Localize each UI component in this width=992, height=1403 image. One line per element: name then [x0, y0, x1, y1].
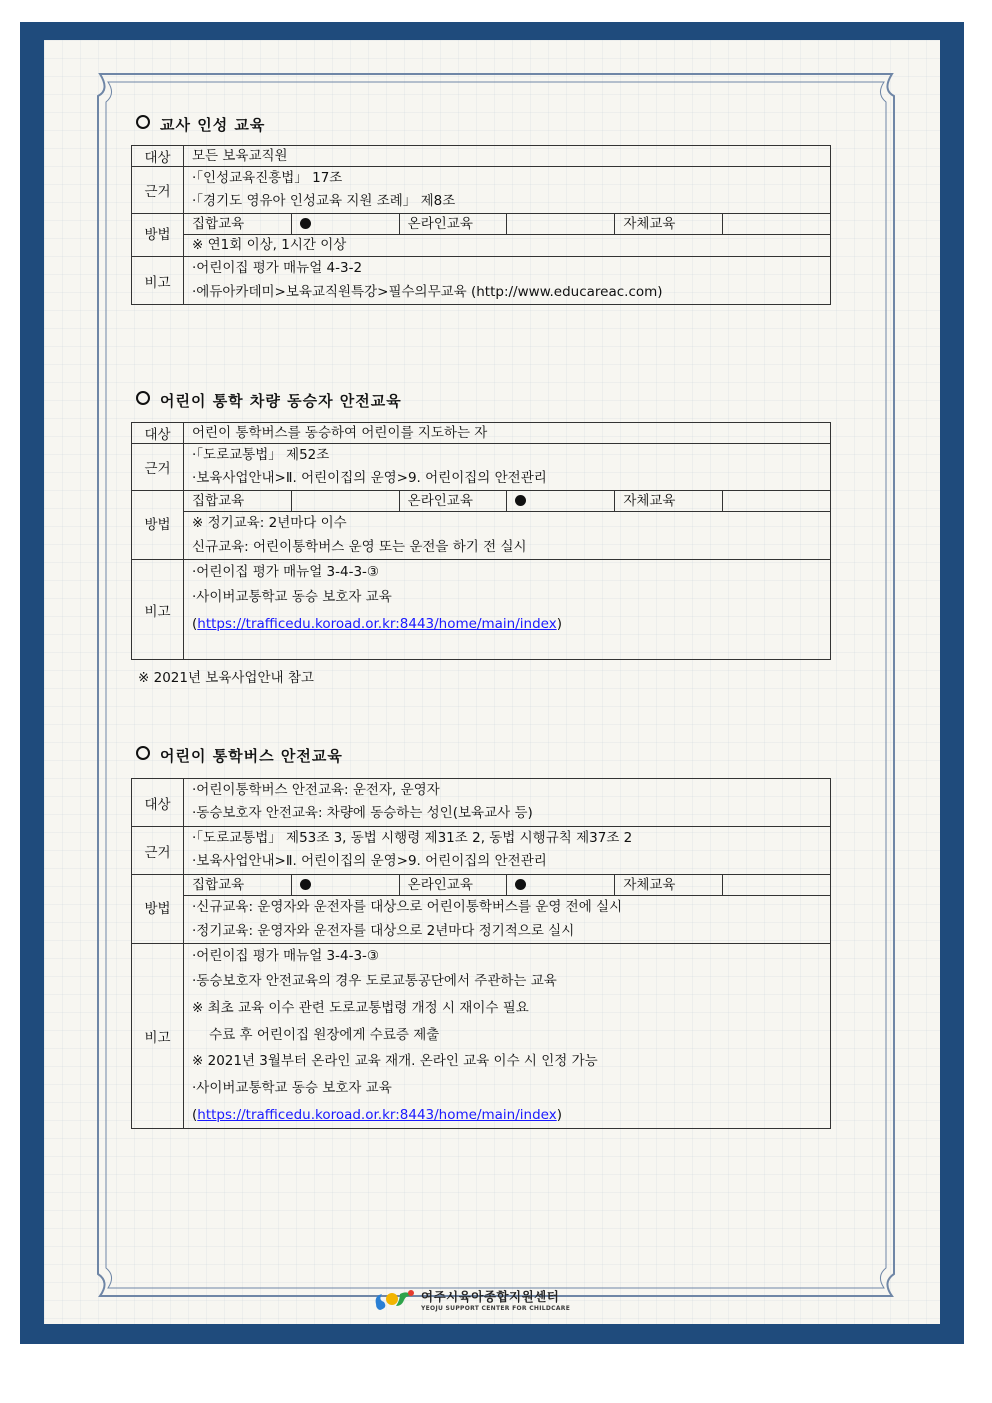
table-row [132, 512, 831, 560]
remark-line: ·어린이집 평가 매뉴얼 4-3-2 [192, 260, 363, 276]
basis-line: ·「경기도 영유아 인성교육 지원 조례」 제8조 [192, 193, 456, 209]
row-header-method: 방법 [132, 491, 184, 560]
target-cell [184, 423, 831, 444]
basis-line: ·「도로교통법」 제52조 [192, 447, 330, 463]
table-row [132, 146, 831, 167]
method-line: ※ 연1회 이상, 1시간 이상 [192, 237, 347, 253]
target-line: 모든 보육교직원 [192, 148, 288, 164]
reference-note: ※ 2021년 보육사업안내 참고 [138, 670, 314, 686]
row-header-remark: 비고 [132, 257, 184, 305]
row-header-basis: 근거 [132, 827, 184, 875]
filled-circle-icon [515, 495, 526, 506]
remark-cell [184, 944, 831, 1129]
row-header-basis: 근거 [132, 167, 184, 214]
remark-link-line [192, 611, 830, 638]
circle-bullet-icon [136, 746, 150, 760]
table-row [132, 875, 831, 896]
basis-line: ·보육사업안내>Ⅱ. 어린이집의 운영>9. 어린이집의 안전관리 [192, 853, 547, 869]
table-row [132, 944, 831, 1129]
section-title-text: 어린이 통학 차량 동승자 안전교육 [160, 392, 402, 410]
target-line: ·어린이통학버스 안전교육: 운전자, 운영자 [192, 782, 440, 798]
option-mark-cell [723, 491, 831, 512]
remark-line: ·어린이집 평가 매뉴얼 3-4-3-③ [192, 948, 380, 964]
basis-line: ·「도로교통법」 제53조 3, 동법 시행령 제31조 2, 동법 시행규칙 제37조 2 [192, 830, 633, 846]
table-row [132, 560, 831, 660]
table-vehicle-escort [131, 422, 831, 660]
remark-line: ·사이버교통학교 동승 보호자 교육 [192, 589, 392, 605]
option-label: 집합교육 [184, 875, 292, 896]
option-mark-cell [723, 875, 831, 896]
table-row [132, 257, 831, 305]
option-mark-cell [723, 214, 831, 235]
remark-line: ·어린이집 평가 매뉴얼 3-4-3-③ [192, 564, 380, 580]
table-row [132, 423, 831, 444]
option-label: 집합교육 [184, 491, 292, 512]
option-mark-cell [507, 214, 615, 235]
table-teacher-character [131, 145, 831, 305]
option-mark-cell [291, 214, 399, 235]
section-title-text: 어린이 통학버스 안전교육 [160, 747, 343, 765]
table-row [132, 827, 831, 875]
target-cell [184, 779, 831, 827]
option-label: 집합교육 [184, 214, 292, 235]
option-mark-cell [291, 491, 399, 512]
option-mark-cell [507, 491, 615, 512]
basis-line: ·보육사업안내>Ⅱ. 어린이집의 운영>9. 어린이집의 안전관리 [192, 470, 547, 486]
basis-cell [184, 827, 831, 875]
section-title-teacher-character [136, 114, 265, 135]
method-cell [184, 896, 831, 944]
remark-link-line [192, 1102, 830, 1128]
row-header-target: 대상 [132, 423, 184, 444]
table-school-bus [131, 778, 831, 1129]
option-label: 온라인교육 [399, 875, 507, 896]
row-header-remark: 비고 [132, 944, 184, 1129]
row-header-target: 대상 [132, 779, 184, 827]
method-cell [184, 235, 831, 257]
option-label: 자체교육 [615, 491, 723, 512]
circle-bullet-icon [136, 391, 150, 405]
remark-line: ·에듀아카데미>보육교직원특강>필수의무교육 (http://www.educareac.com) [192, 284, 663, 300]
option-label: 온라인교육 [399, 214, 507, 235]
filled-circle-icon [300, 218, 311, 229]
table-row [132, 214, 831, 235]
option-label: 온라인교육 [399, 491, 507, 512]
remark-line: ※ 최초 교육 이수 관련 도로교통법령 개정 시 재이수 필요 [192, 1000, 529, 1016]
table-row [132, 235, 831, 257]
filled-circle-icon [300, 879, 311, 890]
filled-circle-icon [515, 879, 526, 890]
traffic-education-link[interactable]: https://trafficedu.koroad.or.kr:8443/home/main/index [197, 1107, 557, 1123]
option-label: 자체교육 [615, 214, 723, 235]
row-header-method: 방법 [132, 214, 184, 257]
center-logo-icon [372, 1286, 418, 1312]
section-title-vehicle-escort [136, 390, 402, 411]
row-header-basis: 근거 [132, 444, 184, 491]
method-line: ※ 정기교육: 2년마다 이수 [192, 515, 347, 531]
org-name: 여주시육아종합지원센터 [421, 1288, 560, 1304]
org-name-en: YEOJU SUPPORT CENTER FOR CHILDCARE [421, 1304, 571, 1312]
section-title-school-bus [136, 745, 343, 766]
paren-close: ) [556, 1107, 562, 1123]
traffic-education-link[interactable]: https://trafficedu.koroad.or.kr:8443/home/main/index [197, 616, 557, 632]
method-line: 신규교육: 어린이통학버스 운영 또는 운전을 하기 전 실시 [192, 539, 527, 555]
table-row [132, 779, 831, 827]
paren-open: ( [192, 616, 198, 632]
target-line: ·동승보호자 안전교육: 차량에 동승하는 성인(보육교사 등) [192, 805, 533, 821]
basis-line: ·「인성교육진흥법」 17조 [192, 170, 343, 186]
paren-open: ( [192, 1107, 198, 1123]
paren-close: ) [556, 616, 562, 632]
remark-line: ·동승보호자 안전교육의 경우 도로교통공단에서 주관하는 교육 [192, 973, 557, 989]
row-header-target: 대상 [132, 146, 184, 167]
basis-cell [184, 444, 831, 491]
method-cell [184, 512, 831, 560]
method-line: ·신규교육: 운영자와 운전자를 대상으로 어린이통학버스를 운영 전에 실시 [192, 899, 623, 915]
target-cell [184, 146, 831, 167]
remark-cell [184, 560, 831, 660]
remark-line: 수료 후 어린이집 원장에게 수료증 제출 [192, 1027, 440, 1043]
option-mark-cell [507, 875, 615, 896]
basis-cell [184, 167, 831, 214]
remark-line: ·사이버교통학교 동승 보호자 교육 [192, 1080, 392, 1096]
table-row [132, 491, 831, 512]
remark-cell [184, 257, 831, 305]
row-header-remark: 비고 [132, 560, 184, 660]
table-row [132, 444, 831, 491]
table-row [132, 167, 831, 214]
circle-bullet-icon [136, 115, 150, 129]
option-label: 자체교육 [615, 875, 723, 896]
section-title-text: 교사 인성 교육 [160, 116, 266, 134]
method-line: ·정기교육: 운영자와 운전자를 대상으로 2년마다 정기적으로 실시 [192, 923, 575, 939]
footer-logo [372, 1286, 570, 1312]
row-header-method: 방법 [132, 875, 184, 944]
target-line: 어린이 통학버스를 동승하여 어린이를 지도하는 자 [192, 425, 488, 441]
remark-line: ※ 2021년 3월부터 온라인 교육 재개. 온라인 교육 이수 시 인정 가능 [192, 1053, 598, 1069]
table-row [132, 896, 831, 944]
option-mark-cell [291, 875, 399, 896]
